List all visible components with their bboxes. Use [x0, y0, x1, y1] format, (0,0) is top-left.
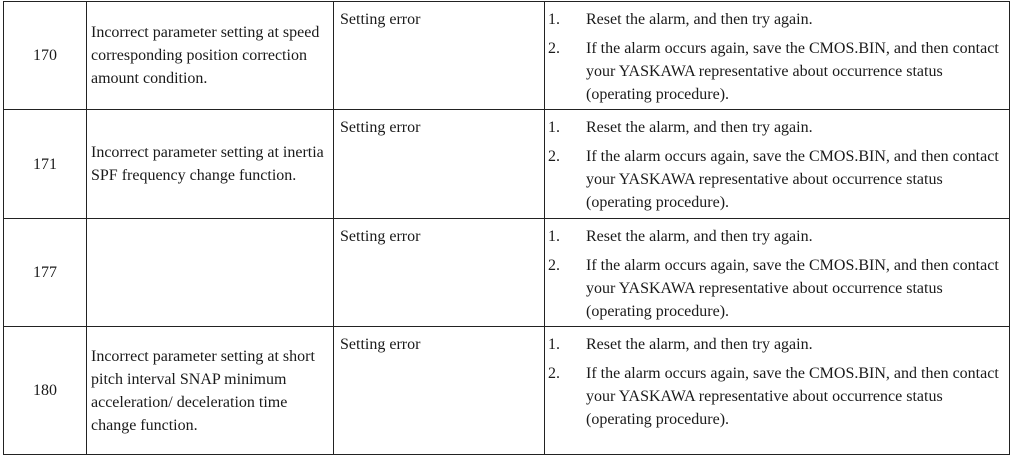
remedy-step: [548, 37, 1001, 106]
step-text: If the alarm occurs again, save the CMOS.BIN, and then contact your YASKAWA representative about occurrence status (operating procedure).: [586, 148, 999, 211]
step-text: If the alarm occurs again, save the CMOS.BIN, and then contact your YASKAWA representative about occurrence status (operating procedure).: [586, 365, 999, 428]
table-row: [4, 219, 1010, 327]
alarm-description: Incorrect parameter setting at short pitch interval SNAP minimum acceleration/ deceleration time change function.: [87, 327, 334, 455]
remedy-step: [548, 145, 1001, 214]
step-text: If the alarm occurs again, save the CMOS.BIN, and then contact your YASKAWA representative about occurrence status (operating procedure).: [586, 257, 999, 320]
alarm-code: 170: [4, 2, 87, 110]
remedy-step: [548, 333, 1001, 356]
step-number: 1.: [548, 228, 560, 245]
alarm-code: 177: [4, 219, 87, 327]
step-number: 2.: [548, 365, 560, 382]
alarm-cause: Setting error: [334, 110, 545, 219]
alarm-remedy: [545, 327, 1010, 455]
step-text: Reset the alarm, and then try again.: [586, 11, 813, 28]
remedy-step: [548, 116, 1001, 139]
alarm-description: Incorrect parameter setting at speed corresponding position correction amount condition.: [87, 2, 334, 110]
step-text: Reset the alarm, and then try again.: [586, 336, 813, 353]
step-number: 1.: [548, 11, 560, 28]
alarm-cause: Setting error: [334, 327, 545, 455]
table-row: [4, 2, 1010, 110]
step-number: 2.: [548, 148, 560, 165]
step-number: 1.: [548, 336, 560, 353]
remedy-step: [548, 225, 1001, 248]
alarm-cause: Setting error: [334, 219, 545, 327]
alarm-table: [3, 1, 1010, 455]
alarm-code: 171: [4, 110, 87, 219]
table-row: [4, 110, 1010, 219]
alarm-remedy: [545, 110, 1010, 219]
step-number: 2.: [548, 40, 560, 57]
alarm-remedy: [545, 2, 1010, 110]
step-text: Reset the alarm, and then try again.: [586, 119, 813, 136]
remedy-step: [548, 254, 1001, 323]
alarm-description: Incorrect parameter setting at inertia SPF frequency change function.: [87, 110, 334, 219]
step-text: If the alarm occurs again, save the CMOS.BIN, and then contact your YASKAWA representative about occurrence status (operating procedure).: [586, 40, 999, 103]
step-text: Reset the alarm, and then try again.: [586, 228, 813, 245]
step-number: 1.: [548, 119, 560, 136]
alarm-description: [87, 219, 334, 327]
remedy-step: [548, 362, 1001, 431]
table-row: [4, 327, 1010, 455]
alarm-code: 180: [4, 327, 87, 455]
alarm-remedy: [545, 219, 1010, 327]
step-number: 2.: [548, 257, 560, 274]
alarm-cause: Setting error: [334, 2, 545, 110]
remedy-step: [548, 8, 1001, 31]
